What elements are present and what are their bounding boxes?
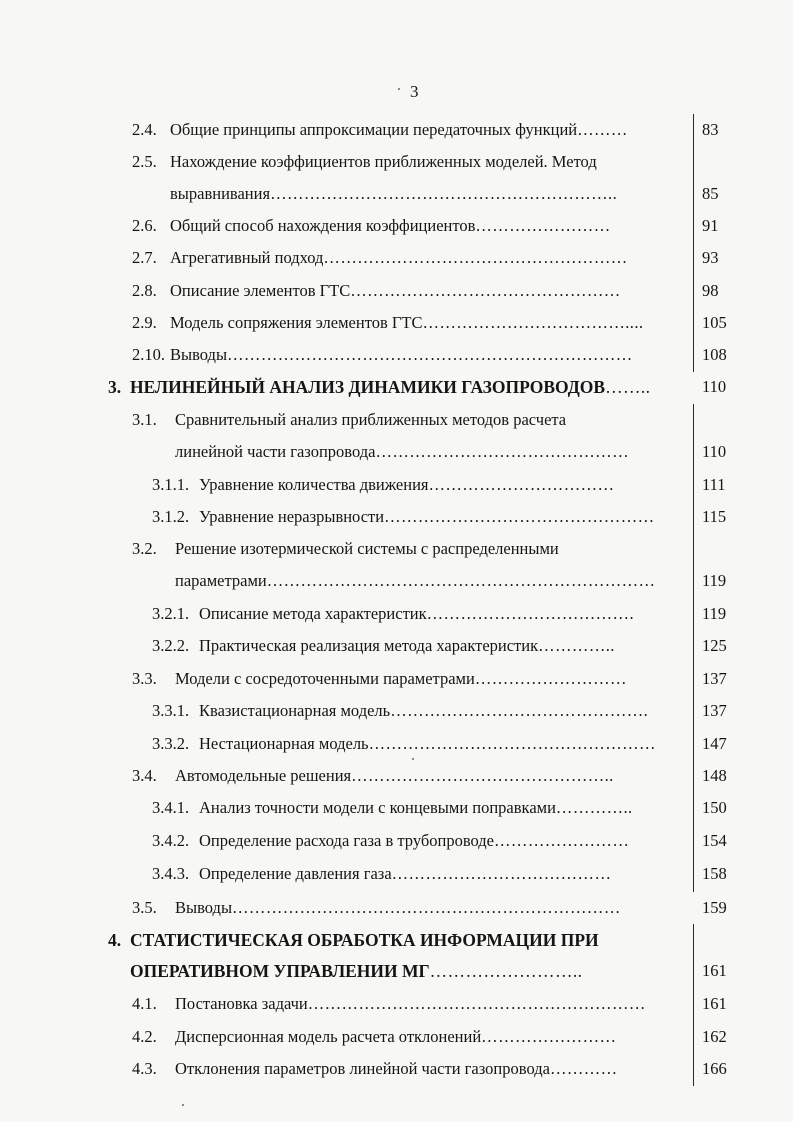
toc-entry-3-1: [132, 410, 566, 430]
leader-dots: ……………………………………………………..: [270, 184, 618, 203]
scan-speck: [412, 758, 414, 760]
leader-dots: ………………………………………………………………: [227, 345, 633, 364]
section-title: Дисперсионная модель расчета отклонений: [175, 1027, 482, 1046]
chapter-number: 4.: [108, 930, 122, 950]
section-number: 4.3.: [132, 1059, 157, 1078]
page-ref: 150: [702, 798, 727, 817]
page-ref: 91: [702, 216, 719, 235]
section-number: 2.5.: [132, 152, 157, 171]
leader-dots: ……………………………………………………………: [232, 898, 621, 917]
chapter-title: НЕЛИНЕЙНЫЙ АНАЛИЗ ДИНАМИКИ ГАЗОПРОВОДОВ: [130, 377, 606, 397]
section-title: Уравнение количества движения: [199, 475, 429, 494]
section-number: 3.1.1.: [152, 475, 190, 494]
toc-entry-3-2-1: [152, 604, 634, 624]
leader-dots: ……………………………………………………………: [266, 571, 656, 590]
section-title: Выводы: [170, 345, 228, 364]
section-title: Анализ точности модели с концевыми поправками: [199, 798, 556, 817]
toc-chapter-3: [108, 377, 650, 397]
leader-dots: ……………………………………………………: [307, 994, 646, 1013]
section-number: 3.3.: [132, 669, 157, 688]
section-title-continued: линейной части газопровода: [175, 442, 376, 461]
section-title: Постановка задачи: [175, 994, 308, 1013]
page-ref: 137: [702, 669, 727, 688]
toc-entry-4-3: [132, 1059, 618, 1079]
section-title-continued: параметрами: [175, 571, 267, 590]
toc-entry-2-5: [132, 152, 597, 172]
toc-entry-2-4: [132, 120, 628, 140]
section-number: 3.4.3.: [152, 864, 190, 883]
section-number: 3.1.2.: [152, 507, 190, 526]
toc-entry-4-1: [132, 994, 646, 1014]
page-ref: 159: [702, 898, 727, 917]
section-number: 2.8.: [132, 281, 157, 300]
section-number: 3.5.: [132, 898, 157, 917]
page-ref: 108: [702, 345, 727, 364]
leader-dots: ………………………………………………: [323, 248, 628, 267]
section-title: Квазистационарная модель: [199, 701, 391, 720]
toc-entry-3-4-1: [152, 798, 633, 818]
toc-entry-4-2: [132, 1027, 616, 1047]
leader-dots: …………: [549, 1059, 618, 1078]
leader-dots: …………………………………………: [384, 507, 655, 526]
toc-entry-3-4-3: [152, 864, 611, 884]
leader-dots: …………..: [555, 798, 633, 817]
section-title: Сравнительный анализ приближенных методов расчета: [175, 410, 567, 429]
leader-dots: ………………………………………: [375, 442, 629, 461]
toc-entry-3-4-2: [152, 831, 629, 851]
page-ref: 119: [702, 571, 727, 590]
section-number: 3.1.: [132, 410, 157, 429]
page-ref: 85: [702, 184, 719, 203]
section-title: Общие принципы аппроксимации передаточных функций: [170, 120, 578, 139]
toc-entry-3-5: [132, 898, 621, 918]
section-number: 2.10.: [132, 345, 165, 364]
chapter-title-continued: ОПЕРАТИВНОМ УПРАВЛЕНИИ МГ: [130, 961, 430, 981]
section-title: Модель сопряжения элементов ГТС: [170, 313, 423, 332]
leader-dots: ………: [577, 120, 628, 139]
scan-speck: [398, 88, 400, 90]
toc-entry-3-2-continued: [175, 571, 655, 591]
section-title: Автомодельные решения: [175, 766, 352, 785]
section-number: 2.7.: [132, 248, 157, 267]
leader-dots: ………………………………....: [422, 313, 644, 332]
section-title: Решение изотермической системы с распределенными: [175, 539, 559, 558]
page-column-rule: [693, 404, 694, 892]
page-ref: 110: [702, 377, 727, 396]
section-title: Выводы: [175, 898, 233, 917]
leader-dots: ……………………………………………: [368, 734, 656, 753]
leader-dots: ……………………: [475, 216, 611, 235]
toc-entry-2-8: [132, 281, 621, 301]
section-number: 3.3.1.: [152, 701, 190, 720]
section-title: Нахождение коэффициентов приближенных моделей. Метод: [170, 152, 597, 171]
page-ref: 158: [702, 864, 727, 883]
page-ref: 115: [702, 507, 727, 526]
section-title: Общий способ нахождения коэффициентов: [170, 216, 476, 235]
toc-entry-3-3: [132, 669, 627, 689]
section-title: Практическая реализация метода характеристик: [199, 636, 539, 655]
section-title: Определение давления газа: [199, 864, 392, 883]
leader-dots: ……..: [605, 377, 651, 397]
page-ref: 83: [702, 120, 719, 139]
page-ref: 125: [702, 636, 727, 655]
section-title: Отклонения параметров линейной части газопровода: [175, 1059, 550, 1078]
section-number: 3.3.2.: [152, 734, 190, 753]
toc-entry-2-7: [132, 248, 628, 268]
toc-entry-3-3-1: [152, 701, 648, 721]
page-ref: 119: [702, 604, 727, 623]
toc-entry-3-3-2: [152, 734, 656, 754]
page-ref: 105: [702, 313, 727, 332]
section-title: Агрегативный подход: [170, 248, 324, 267]
toc-entry-3-1-continued: [175, 442, 629, 462]
leader-dots: ……………………………………….: [390, 701, 649, 720]
leader-dots: ………………………………………..: [351, 766, 614, 785]
toc-entry-3-4: [132, 766, 614, 786]
page-ref: 147: [702, 734, 727, 753]
leader-dots: …………………………………: [391, 864, 612, 883]
toc-chapter-4: [108, 930, 599, 950]
section-title: Определение расхода газа в трубопроводе: [199, 831, 495, 850]
section-number: 2.9.: [132, 313, 157, 332]
section-title: Нестационарная модель: [199, 734, 369, 753]
toc-entry-3-2-2: [152, 636, 615, 656]
leader-dots: ……………………………: [428, 475, 615, 494]
toc-entry-2-6: [132, 216, 611, 236]
section-number: 3.2.: [132, 539, 157, 558]
scan-speck: [182, 1104, 184, 1106]
chapter-title: СТАТИСТИЧЕСКАЯ ОБРАБОТКА ИНФОРМАЦИИ ПРИ: [130, 930, 599, 950]
chapter-number: 3.: [108, 377, 122, 397]
section-number: 3.2.1.: [152, 604, 190, 623]
page-ref: 137: [702, 701, 727, 720]
page-ref: 111: [702, 475, 726, 494]
page-column-rule: [693, 114, 694, 372]
section-title: Описание элементов ГТС: [170, 281, 351, 300]
section-title-continued: выравнивания: [170, 184, 271, 203]
section-number: 3.4.1.: [152, 798, 190, 817]
page-column-rule: [693, 924, 694, 1086]
page-ref: 148: [702, 766, 727, 785]
leader-dots: ……………………………….: [426, 604, 634, 623]
leader-dots: ……………………: [481, 1027, 617, 1046]
leader-dots: ………………………: [474, 669, 627, 688]
page-ref: 110: [702, 442, 727, 461]
toc-entry-3-2: [132, 539, 559, 559]
toc-chapter-4-continued: [130, 961, 582, 981]
section-number: 3.4.2.: [152, 831, 190, 850]
page-ref: 166: [702, 1059, 727, 1078]
leader-dots: …………………………………………: [350, 281, 621, 300]
page-ref: 161: [702, 961, 727, 980]
page-ref: 93: [702, 248, 719, 267]
leader-dots: …………..: [538, 636, 615, 655]
section-title: Уравнение неразрывности: [199, 507, 385, 526]
section-number: 3.4.: [132, 766, 157, 785]
toc-entry-3-1-2: [152, 507, 655, 527]
section-title: Описание метода характеристик: [199, 604, 427, 623]
section-number: 4.1.: [132, 994, 157, 1013]
toc-entry-2-5-continued: [170, 184, 617, 204]
page-ref: 161: [702, 994, 727, 1013]
page-ref: 98: [702, 281, 719, 300]
section-number: 3.2.2.: [152, 636, 190, 655]
leader-dots: ……………………..: [429, 961, 583, 981]
toc-entry-3-1-1: [152, 475, 614, 495]
leader-dots: ……………………: [494, 831, 630, 850]
toc-entry-2-9: [132, 313, 643, 333]
section-number: 2.4.: [132, 120, 157, 139]
page-ref: 154: [702, 831, 727, 850]
toc-entry-2-10: [132, 345, 633, 365]
section-number: 4.2.: [132, 1027, 157, 1046]
section-number: 2.6.: [132, 216, 157, 235]
page-number: 3: [410, 82, 419, 101]
page-ref: 162: [702, 1027, 727, 1046]
section-title: Модели с сосредоточенными параметрами: [175, 669, 475, 688]
